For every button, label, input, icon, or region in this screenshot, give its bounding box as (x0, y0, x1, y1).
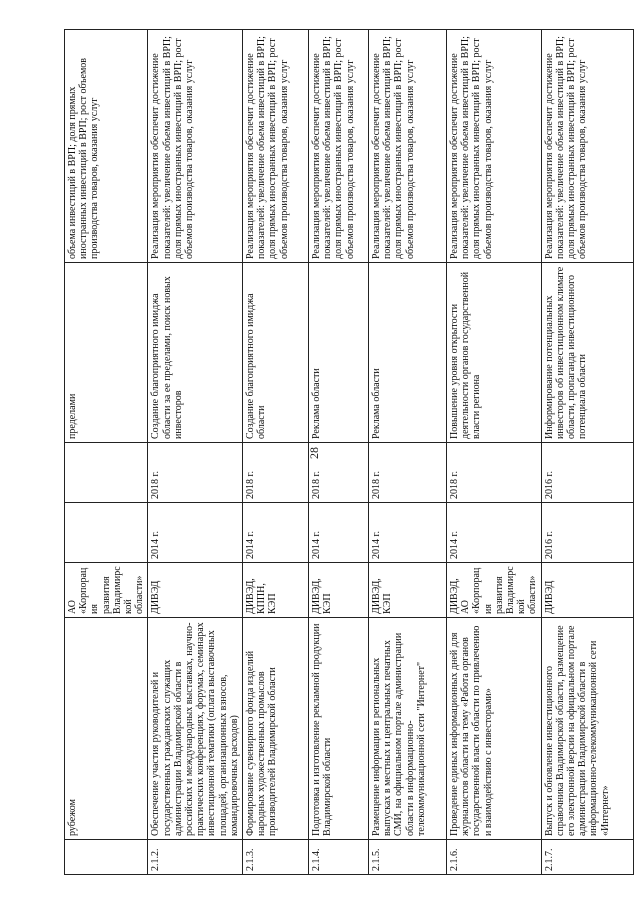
direction-cell: Информирование потенциальных инвесторов об инвестиционном климате области, пропаганда инвестиционного потенциала области (541, 263, 633, 443)
end-date-cell: 2018 г. (369, 443, 447, 503)
table-row (243, 30, 309, 875)
table-row (447, 30, 542, 875)
end-date-cell: 2018 г. (447, 443, 542, 503)
direction-cell: Реклама области (369, 263, 447, 443)
start-date-cell: 2014 г. (148, 503, 243, 563)
row-number-cell: 2.1.2. (148, 840, 243, 875)
start-date-cell: 2014 г. (309, 503, 369, 563)
table-row (541, 30, 633, 875)
event-cell: Выпуск и обновление инвестиционного справочника Владимирской области, размещение его электронной версии на официальном портале администрации Владимирской области в информационно-телекоммуникационной сети «Интернет» (541, 618, 633, 840)
executor-cell: ДИВЭД (541, 563, 633, 618)
start-date-cell: 2016 г. (541, 503, 633, 563)
executor-cell: ДИВЭД, АО «Корпорация развития Владимирской области» (447, 563, 542, 618)
end-date-cell (65, 443, 148, 503)
event-cell: Формирование сувенирного фонда изделий народных художественных промыслов производителей Владимирской области (243, 618, 309, 840)
start-date-cell: 2014 г. (369, 503, 447, 563)
end-date-cell: 2018 г. (309, 443, 369, 503)
row-number-cell: 2.1.6. (447, 840, 542, 875)
start-date-cell (65, 503, 148, 563)
end-date-cell: 2018 г. (243, 443, 309, 503)
row-number-cell: 2.1.3. (243, 840, 309, 875)
row-number-cell: 2.1.5. (369, 840, 447, 875)
direction-cell: Создание благоприятного имиджа области (243, 263, 309, 443)
row-number-cell (65, 840, 148, 875)
result-cell: Реализация мероприятия обеспечит достижение показателей: увеличение объема инвестиций в ВРП; доля прямых иностранных инвестиций в ВРП; рост объемов производства товаров, оказания услуг (447, 30, 542, 263)
event-cell: Размещение информации в региональных выпусках в местных и центральных печатных СМИ, на официальном портале администрации области в информационно-телекоммуникационной сети "Интернет" (369, 618, 447, 840)
event-cell: Подготовка и изготовление рекламной продукции Владимирской области (309, 618, 369, 840)
result-cell: Реализация мероприятия обеспечит достижение показателей: увеличение объема инвестиций в ВРП; доля прямых иностранных инвестиций в ВРП; рост объемов производства товаров, оказания услуг (243, 30, 309, 263)
direction-cell: пределами (65, 263, 148, 443)
table-row (309, 30, 369, 875)
direction-cell: Повышение уровня открытости деятельности органов государственной власти региона (447, 263, 542, 443)
result-cell: объема инвестиций в ВРП; доля прямых иностранных инвестиций в ВРП; рост объемов производства товаров, оказания услуг (65, 30, 148, 263)
table-body (65, 30, 634, 875)
executor-cell: ДИВЭД, КППН, КЭП (243, 563, 309, 618)
table-row (369, 30, 447, 875)
executor-cell: ДИВЭД, КЭП (369, 563, 447, 618)
start-date-cell: 2014 г. (243, 503, 309, 563)
result-cell: Реализация мероприятия обеспечит достижение показателей: увеличение объема инвестиций в ВРП; доля прямых иностранных инвестиций в ВРП; рост объемов производства товаров, оказания услуг (541, 30, 633, 263)
page-number: 28 (307, 447, 321, 459)
table-row (148, 30, 243, 875)
direction-cell: Создание благоприятного имиджа области за ее пределами, поиск новых инвесторов (148, 263, 243, 443)
executor-cell: ДИВЭД, КЭП (309, 563, 369, 618)
row-number-cell: 2.1.4. (309, 840, 369, 875)
result-cell: Реализация мероприятия обеспечит достижение показателей: увеличение объема инвестиций в ВРП; доля прямых иностранных инвестиций в ВРП; рост объемов производства товаров, оказания услуг (148, 30, 243, 263)
end-date-cell: 2018 г. (148, 443, 243, 503)
rotated-table-container (64, 30, 611, 875)
result-cell: Реализация мероприятия обеспечит достижение показателей: увеличение объема инвестиций в ВРП; доля прямых иностранных инвестиций в ВРП; рост объемов производства товаров, оказания услуг (369, 30, 447, 263)
event-cell: рубежом (65, 618, 148, 840)
result-cell: Реализация мероприятия обеспечит достижение показателей: увеличение объема инвестиций в ВРП; доля прямых иностранных инвестиций в ВРП; рост объемов производства товаров, оказания услуг (309, 30, 369, 263)
event-cell: Проведение единых информационных дней для журналистов области на тему «Работа органов государственной власти области по привлечению и взаимодействию с инвесторами» (447, 618, 542, 840)
row-number-cell: 2.1.7. (541, 840, 633, 875)
executor-cell: АО «Корпорация развития Владимирской области» (65, 563, 148, 618)
executor-cell: ДИВЭД (148, 563, 243, 618)
measures-table (64, 29, 634, 875)
direction-cell: Реклама области (309, 263, 369, 443)
table-row (65, 30, 148, 875)
start-date-cell: 2014 г. (447, 503, 542, 563)
end-date-cell: 2016 г. (541, 443, 633, 503)
event-cell: Обеспечение участия руководителей и государственных гражданских служащих администрации Владимирской области в российских и международных выставках, научно-практических конференциях, форумах, семинарах инвестиционной тематики (оплата выставочных площадей, организационных взносов, командировочных расходов) (148, 618, 243, 840)
